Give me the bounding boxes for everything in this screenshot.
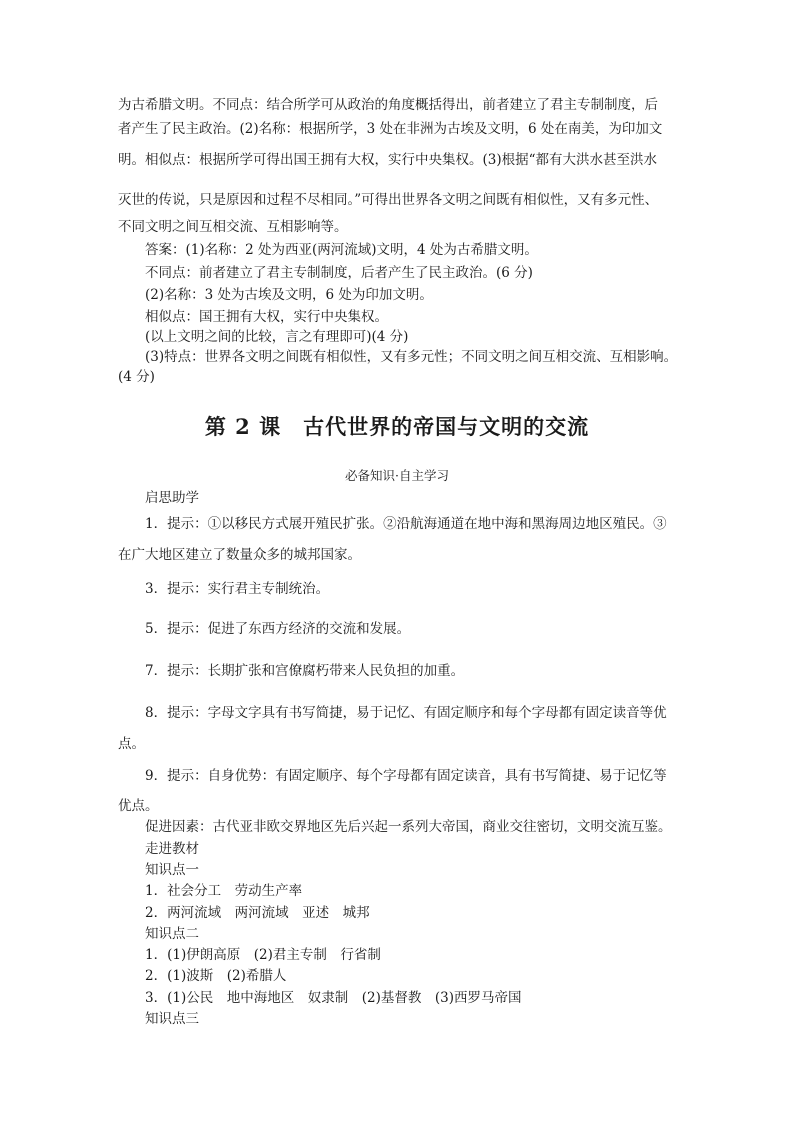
hint-line: 9．提示：自身优势：有固定顺序、每个字母都有固定读音，具有书写简捷、易于记忆等 [145,768,667,784]
answer-line: (以上文明之间的比较，言之有理即可)(4 分) [145,329,409,345]
hint-line: 在广大地区建立了数量众多的城邦国家。 [118,547,361,563]
knowledge-line: 知识点三 [145,1011,199,1027]
answer-line: (2)名称：3 处为古埃及文明，6 处为印加文明。 [145,287,433,303]
hint-line: 3．提示：实行君主专制统治。 [145,581,330,597]
zoujin-label: 走进教材 [145,841,199,857]
hint-line: 促进因素：古代亚非欧交界地区先后兴起一系列大帝国，商业交往密切，文明交流互鉴。 [145,819,672,835]
intro-line: 为古希腊文明。不同点：结合所学可从政治的角度概括得出，前者建立了君主专制制度，后 [118,97,658,113]
qisi-label: 启思助学 [145,490,199,506]
knowledge-line: 1．(1)伊朗高原 (2)君主专制 行省制 [145,947,381,963]
intro-line: 者产生了民主政治。(2)名称：根据所学，3 处在非洲为古埃及文明，6 处在南美，为印加文 [118,121,663,137]
section-heading: 必备知识·自主学习 [345,468,449,483]
intro-line: 明。相似点：根据所学可得出国王拥有大权，实行中央集权。(3)根据“都有大洪水甚至洪水 [118,152,658,168]
answer-line: (3)特点：世界各文明之间既有相似性，又有多元性；不同文明之间互相交流、互相影响。 [145,349,678,365]
hint-line: 点。 [118,736,145,752]
knowledge-line: 2．(1)波斯 (2)希腊人 [145,968,287,984]
answer-line: 相似点：国王拥有大权，实行中央集权。 [145,309,388,325]
answer-line: (4 分) [118,369,155,385]
hint-line: 优点。 [118,798,159,814]
answer-line: 不同点：前者建立了君主专制制度，后者产生了民主政治。(6 分) [145,265,533,281]
intro-line: 灭世的传说，只是原因和过程不尽相同。”可得出世界各文明之间既有相似性，又有多元性、 [118,192,659,208]
knowledge-line: 3．(1)公民 地中海地区 奴隶制 (2)基督教 (3)西罗马帝国 [145,990,522,1006]
knowledge-line: 1．社会分工 劳动生产率 [145,883,303,899]
knowledge-line: 知识点二 [145,926,199,942]
knowledge-line: 2．两河流域 两河流域 亚述 城邦 [145,905,370,921]
answer-line: 答案：(1)名称：2 处为西亚(两河流域)文明，4 处为古希腊文明。 [145,242,538,258]
hint-line: 5．提示：促进了东西方经济的交流和发展。 [145,621,411,637]
knowledge-line: 知识点一 [145,862,199,878]
lesson-title: 第 2 课 古代世界的帝国与文明的交流 [204,414,590,439]
hint-line: 8．提示：字母文字具有书写简捷，易于记忆、有固定顺序和每个字母都有固定读音等优 [145,705,667,721]
hint-line: 7．提示：长期扩张和宫僚腐朽带来人民负担的加重。 [145,663,465,679]
intro-line: 不同文明之间互相交流、互相影响等。 [118,219,348,235]
hint-line: 1．提示：①以移民方式展开殖民扩张。②沿航海通道在地中海和黑海周边地区殖民。③ [145,516,667,532]
